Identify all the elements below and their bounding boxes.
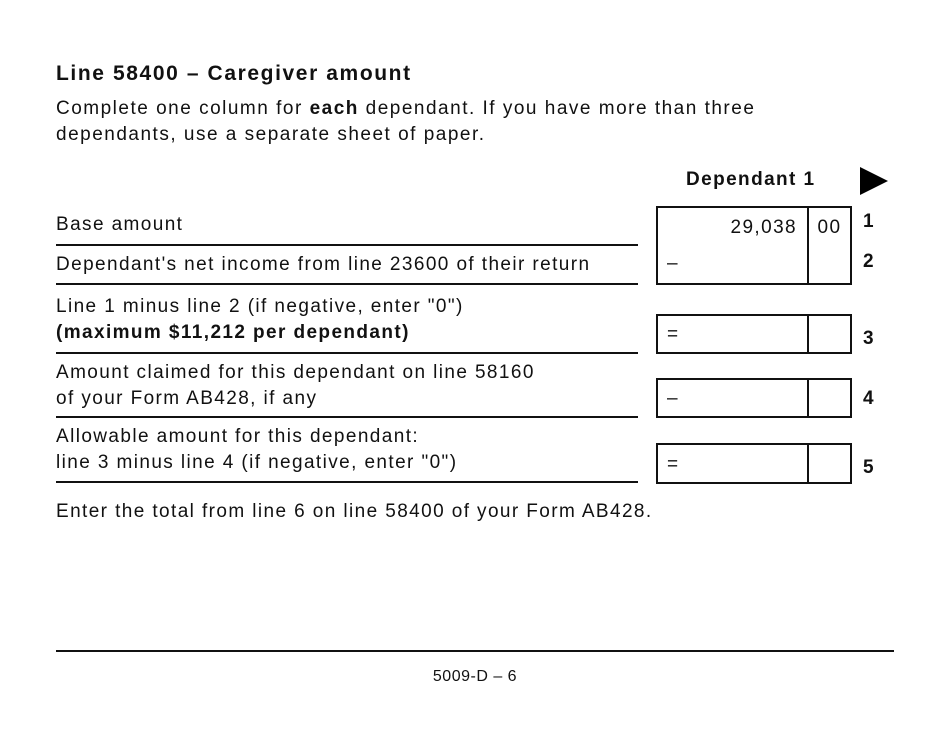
line-5-label xyxy=(56,424,638,476)
minus-operator: – xyxy=(667,388,679,409)
line-2-rule xyxy=(56,283,638,285)
page-number: 5009-D – 6 xyxy=(432,668,518,685)
equals-operator: = xyxy=(667,324,680,345)
line-4-rule xyxy=(56,416,638,418)
line-3-label-maximum: (maximum $11,212 per dependant) xyxy=(56,322,410,343)
line-3-field[interactable] xyxy=(656,314,852,354)
line-4-field[interactable] xyxy=(656,378,852,418)
line-5-dollars-field[interactable] xyxy=(658,445,809,482)
line-2-field[interactable] xyxy=(656,245,852,285)
line-1-cents-field[interactable]: 00 xyxy=(817,217,842,238)
intro-emphasis: each xyxy=(309,98,359,119)
line-4-label xyxy=(56,360,638,412)
line-number-4: 4 xyxy=(863,388,874,409)
line-3-dollars-field[interactable] xyxy=(658,316,809,352)
line-4-dollars-field[interactable] xyxy=(658,380,809,416)
line-5-field[interactable] xyxy=(656,443,852,484)
line-2-cents-field[interactable] xyxy=(809,245,850,283)
footer-divider xyxy=(56,650,894,652)
line-3-cents-field[interactable] xyxy=(809,316,850,352)
line-5-label-text-2: line 3 minus line 4 (if negative, enter "0") xyxy=(56,452,458,473)
equals-operator: = xyxy=(667,454,680,475)
line-1-dollars-value: 29,038 xyxy=(730,217,797,238)
line-4-cents-field[interactable] xyxy=(809,380,850,416)
intro-text-1: Complete one column for xyxy=(56,98,310,119)
section-title: Line 58400 – Caregiver amount xyxy=(56,62,412,85)
line-number-2: 2 xyxy=(863,251,874,272)
right-triangle-arrow-icon xyxy=(860,167,888,195)
line-4-label-text-2: of your Form AB428, if any xyxy=(56,388,318,409)
line-5-rule xyxy=(56,481,638,483)
line-4-label-text-1: Amount claimed for this dependant on line 58160 xyxy=(56,362,535,383)
line-5-label-text-1: Allowable amount for this dependant: xyxy=(56,426,420,447)
total-instruction: Enter the total from line 6 on line 58400 of your Form AB428. xyxy=(56,501,653,522)
line-2-label: Dependant's net income from line 23600 of their return xyxy=(56,254,591,275)
line-2-dollars-field[interactable] xyxy=(658,245,809,283)
line-number-5: 5 xyxy=(863,457,874,478)
line-1-dollars-field[interactable] xyxy=(658,208,809,245)
line-1-field[interactable] xyxy=(656,206,852,247)
line-3-rule xyxy=(56,352,638,354)
section-intro xyxy=(56,96,755,148)
minus-operator: – xyxy=(667,253,679,274)
line-1-rule xyxy=(56,244,638,246)
intro-text-2: dependant. If you have more than three xyxy=(358,98,756,119)
line-number-1: 1 xyxy=(863,211,874,232)
line-number-3: 3 xyxy=(863,328,874,349)
intro-text-3: dependants, use a separate sheet of paper. xyxy=(56,124,486,145)
line-5-cents-field[interactable] xyxy=(809,445,850,482)
line-3-label-text: Line 1 minus line 2 (if negative, enter "0") xyxy=(56,296,464,317)
line-1-label: Base amount xyxy=(56,214,184,235)
dependant-column-header: Dependant 1 xyxy=(686,169,816,190)
line-3-label xyxy=(56,294,638,346)
